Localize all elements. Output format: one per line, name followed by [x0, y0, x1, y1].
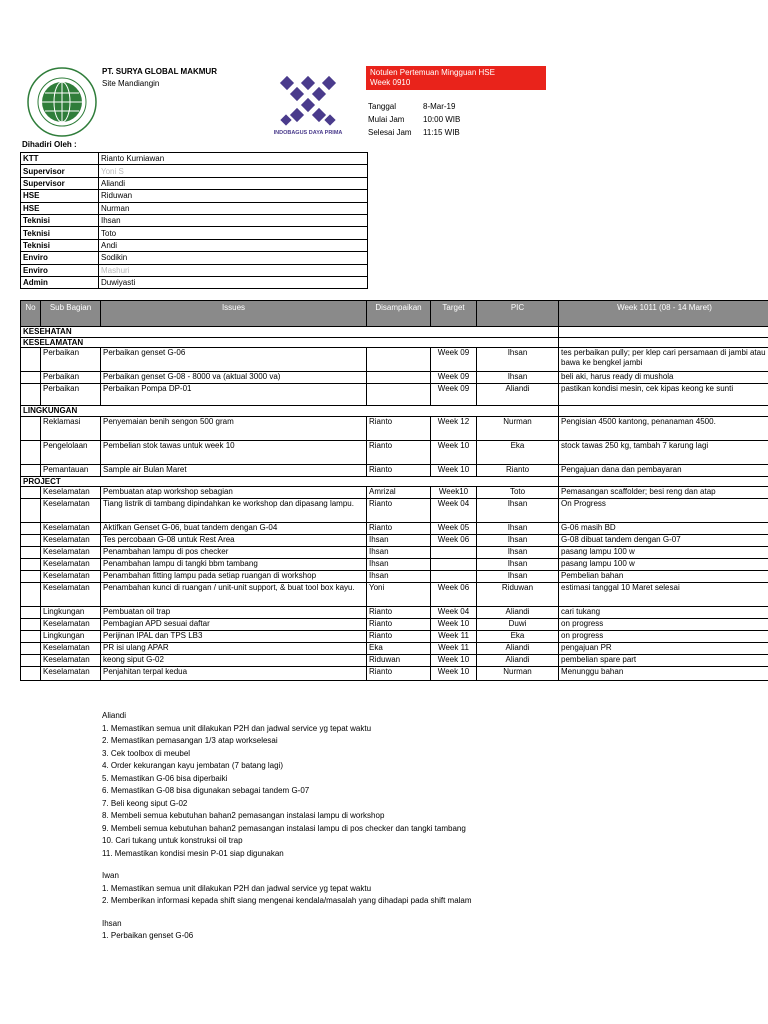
- cell-issue: Penambahan lampu di tangki bbm tambang: [101, 559, 367, 571]
- company-logo: [26, 66, 98, 138]
- cell-by: Rianto: [367, 440, 431, 464]
- cell-by: Rianto: [367, 667, 431, 681]
- col-by: Disampaikan: [367, 301, 431, 327]
- cell-status: Pengisian 4500 kantong, penanaman 4500.: [559, 416, 768, 440]
- issue-row: [21, 583, 768, 607]
- cell-no: [21, 348, 41, 372]
- cell-status: pasang lampu 100 w: [559, 559, 768, 571]
- cell-issue: keong siput G-02: [101, 655, 367, 667]
- cell-by: Riduwan: [367, 655, 431, 667]
- notes-person: Ihsan: [102, 918, 122, 928]
- cell-by: [367, 384, 431, 406]
- attendance-name: Sodikin: [99, 252, 368, 264]
- cell-issue: Penambahan fitting lampu pada setiap ruangan di workshop: [101, 571, 367, 583]
- cell-status: G-08 dibuat tandem dengan G-07: [559, 535, 768, 547]
- attendance-name: Rianto Kurniawan: [99, 153, 368, 165]
- cell-issue: Perbaikan genset G-08 - 8000 va (aktual 3000 va): [101, 372, 367, 384]
- cell-status: on progress: [559, 631, 768, 643]
- cell-sub: Perbaikan: [41, 384, 101, 406]
- attendance-name: Ihsan: [99, 214, 368, 226]
- cell-target: Week 06: [431, 583, 477, 607]
- cell-issue: Sample air Bulan Maret: [101, 464, 367, 476]
- cell-status: G-06 masih BD: [559, 523, 768, 535]
- attendance-role: Admin: [21, 276, 99, 288]
- cell-issue: Penyemaian benih sengon 500 gram: [101, 416, 367, 440]
- cell-issue: Aktifkan Genset G-06, buat tandem dengan G-04: [101, 523, 367, 535]
- cell-target: Week 10: [431, 464, 477, 476]
- issue-row: [21, 464, 768, 476]
- attendance-name: Yoni S: [99, 165, 368, 177]
- cell-status: pembelian spare part: [559, 655, 768, 667]
- meta-end: Selesai Jam 11:15 WIB: [368, 128, 460, 137]
- cell-pic: Aliandi: [477, 607, 559, 619]
- cell-by: Rianto: [367, 464, 431, 476]
- indobagus-logo: [272, 72, 344, 142]
- attendance-row: [21, 252, 368, 264]
- attendance-role: HSE: [21, 190, 99, 202]
- cell-by: Ihsan: [367, 535, 431, 547]
- company-name: PT. SURYA GLOBAL MAKMUR: [102, 67, 217, 76]
- attendance-role: Teknisi: [21, 227, 99, 239]
- cell-issue: Tes percobaan G-08 untuk Rest Area: [101, 535, 367, 547]
- cell-issue: Perbaikan Pompa DP-01: [101, 384, 367, 406]
- cell-no: [21, 559, 41, 571]
- section-row-lingkungan: [21, 406, 768, 417]
- cell-sub: Keselamatan: [41, 535, 101, 547]
- cell-no: [21, 667, 41, 681]
- cell-no: [21, 487, 41, 499]
- cell-pic: Eka: [477, 440, 559, 464]
- cell-by: [367, 348, 431, 372]
- col-no: No: [21, 301, 41, 327]
- cell-no: [21, 571, 41, 583]
- cell-pic: Aliandi: [477, 655, 559, 667]
- notes-item: 1. Memastikan semua unit dilakukan P2H dan jadwal service yg tepat waktu: [102, 883, 372, 893]
- cell-status: Menunggu bahan: [559, 667, 768, 681]
- attendance-name: Duwiyasti: [99, 276, 368, 288]
- attendance-name: Andi: [99, 239, 368, 251]
- cell-issue: Tiang listrik di tambang dipindahkan ke workshop dan dipasang lampu.: [101, 499, 367, 523]
- attendance-name: Mashuri: [99, 264, 368, 276]
- cell-no: [21, 464, 41, 476]
- cell-status: On Progress: [559, 499, 768, 523]
- cell-issue: Pembuatan oil trap: [101, 607, 367, 619]
- attendance-row: [21, 190, 368, 202]
- cell-pic: Aliandi: [477, 384, 559, 406]
- cell-issue: Penambahan lampu di pos checker: [101, 547, 367, 559]
- issue-row: [21, 499, 768, 523]
- cell-by: Ihsan: [367, 559, 431, 571]
- issues-table: [20, 300, 768, 681]
- cell-issue: Perijinan IPAL dan TPS LB3: [101, 631, 367, 643]
- notulen-title-box: [366, 66, 546, 90]
- cell-sub: Perbaikan: [41, 372, 101, 384]
- section-row-project: [21, 476, 768, 487]
- issue-row: [21, 643, 768, 655]
- cell-no: [21, 631, 41, 643]
- attendance-role: Enviro: [21, 264, 99, 276]
- issue-row: [21, 607, 768, 619]
- cell-pic: Toto: [477, 487, 559, 499]
- attendance-role: HSE: [21, 202, 99, 214]
- cell-sub: Lingkungan: [41, 607, 101, 619]
- cell-sub: Keselamatan: [41, 523, 101, 535]
- cell-sub: Keselamatan: [41, 655, 101, 667]
- col-sub: Sub Bagian: [41, 301, 101, 327]
- cell-target: Week 09: [431, 384, 477, 406]
- cell-pic: Ihsan: [477, 547, 559, 559]
- notes-item: 2. Memberikan informasi kepada shift siang mengenai kendala/masalah yang dihadapi pada shift malam: [102, 896, 472, 905]
- notes-item: 3. Cek toolbox di meubel: [102, 748, 191, 758]
- cell-pic: Ihsan: [477, 372, 559, 384]
- cell-issue: Penjahitan terpal kedua: [101, 667, 367, 681]
- cell-sub: Keselamatan: [41, 487, 101, 499]
- attendance-role: Teknisi: [21, 214, 99, 226]
- meta-date: Tanggal 8-Mar-19: [368, 102, 456, 111]
- attendance-role: KTT: [21, 153, 99, 165]
- cell-status: tes perbaikan pully; per klep cari persamaan di jambi atau bawa ke bengkel jambi: [559, 348, 768, 372]
- col-week: Week 1011 (08 - 14 Maret): [559, 301, 768, 327]
- issue-row: [21, 372, 768, 384]
- issues-header-row: [21, 301, 768, 327]
- attendance-row: [21, 153, 368, 165]
- cell-by: Rianto: [367, 523, 431, 535]
- notes-item: 2. Memastikan pemasangan 1/3 atap workselesai: [102, 736, 278, 745]
- cell-by: Amrizal: [367, 487, 431, 499]
- cell-status: cari tukang: [559, 607, 768, 619]
- cell-target: Week10: [431, 487, 477, 499]
- section-blank: [559, 406, 768, 417]
- cell-target: Week 06: [431, 535, 477, 547]
- attendance-row: [21, 276, 368, 288]
- cell-target: Week 04: [431, 607, 477, 619]
- cell-issue: Perbaikan genset G-06: [101, 348, 367, 372]
- notes-item: 11. Memastikan kondisi mesin P-01 siap digunakan: [102, 848, 284, 858]
- cell-target: Week 11: [431, 631, 477, 643]
- issue-row: [21, 571, 768, 583]
- cell-pic: Duwi: [477, 619, 559, 631]
- attendance-role: Supervisor: [21, 177, 99, 189]
- issue-row: [21, 619, 768, 631]
- cell-status: estimasi tanggal 10 Maret selesai: [559, 583, 768, 607]
- cell-status: on progress: [559, 619, 768, 631]
- notes-block: [102, 918, 472, 943]
- cell-target: [431, 571, 477, 583]
- cell-sub: Keselamatan: [41, 583, 101, 607]
- cell-target: [431, 547, 477, 559]
- cell-pic: Ihsan: [477, 571, 559, 583]
- issue-row: [21, 348, 768, 372]
- cell-status: Pembelian bahan: [559, 571, 768, 583]
- cell-sub: Perbaikan: [41, 348, 101, 372]
- issue-row: [21, 384, 768, 406]
- cell-sub: Keselamatan: [41, 559, 101, 571]
- cell-target: Week 09: [431, 348, 477, 372]
- section-row-keselamatan: [21, 337, 768, 348]
- attendance-row: [21, 227, 368, 239]
- attendance-row: [21, 202, 368, 214]
- notes-person: Iwan: [102, 871, 119, 880]
- cell-no: [21, 619, 41, 631]
- cell-issue: Penambahan kunci di ruangan / unit-unit support, & buat tool box kayu.: [101, 583, 367, 607]
- notes-block: [102, 870, 472, 908]
- cell-target: Week 10: [431, 667, 477, 681]
- cell-target: Week 04: [431, 499, 477, 523]
- cell-sub: Pengelolaan: [41, 440, 101, 464]
- issue-row: [21, 547, 768, 559]
- notes-item: 10. Cari tukang untuk konstruksi oil trap: [102, 836, 243, 845]
- cell-status: pengajuan PR: [559, 643, 768, 655]
- issue-row: [21, 535, 768, 547]
- issue-row: [21, 440, 768, 464]
- attendance-row: [21, 177, 368, 189]
- issue-row: [21, 655, 768, 667]
- cell-by: [367, 372, 431, 384]
- section-label: LINGKUNGAN: [21, 406, 559, 417]
- cell-pic: Rianto: [477, 464, 559, 476]
- action-notes: [102, 710, 472, 953]
- cell-no: [21, 655, 41, 667]
- cell-target: Week 10: [431, 619, 477, 631]
- attendance-role: Enviro: [21, 252, 99, 264]
- cell-target: [431, 559, 477, 571]
- notes-block: [102, 710, 472, 860]
- section-label: PROJECT: [21, 476, 559, 487]
- cell-sub: Keselamatan: [41, 619, 101, 631]
- cell-no: [21, 643, 41, 655]
- section-row-kesehatan: [21, 327, 768, 338]
- cell-pic: Nurman: [477, 667, 559, 681]
- attendance-role: Teknisi: [21, 239, 99, 251]
- cell-sub: Keselamatan: [41, 643, 101, 655]
- cell-by: Ihsan: [367, 571, 431, 583]
- cell-by: Rianto: [367, 619, 431, 631]
- cell-no: [21, 384, 41, 406]
- cell-status: stock tawas 250 kg, tambah 7 karung lagi: [559, 440, 768, 464]
- cell-by: Ihsan: [367, 547, 431, 559]
- section-blank: [559, 327, 768, 338]
- cell-target: Week 12: [431, 416, 477, 440]
- notes-person: Aliandi: [102, 711, 127, 720]
- attendance-name: Nurman: [99, 202, 368, 214]
- cell-issue: PR isi ulang APAR: [101, 643, 367, 655]
- issue-row: [21, 631, 768, 643]
- cell-target: Week 05: [431, 523, 477, 535]
- attendance-row: [21, 264, 368, 276]
- cell-by: Rianto: [367, 499, 431, 523]
- issue-row: [21, 667, 768, 681]
- cell-by: Yoni: [367, 583, 431, 607]
- attendance-row: [21, 214, 368, 226]
- issue-row: [21, 559, 768, 571]
- notes-item: 4. Order kekurangan kayu jembatan (7 batang lagi): [102, 761, 283, 770]
- col-issues: Issues: [101, 301, 367, 327]
- cell-sub: Reklamasi: [41, 416, 101, 440]
- cell-target: Week 10: [431, 655, 477, 667]
- notes-item: 7. Beli keong siput G-02: [102, 798, 188, 808]
- attendance-name: Aliandi: [99, 177, 368, 189]
- cell-no: [21, 607, 41, 619]
- cell-sub: Keselamatan: [41, 571, 101, 583]
- cell-no: [21, 440, 41, 464]
- section-blank: [559, 476, 768, 487]
- issue-row: [21, 523, 768, 535]
- cell-status: pastikan kondisi mesin, cek kipas keong ke sunti: [559, 384, 768, 406]
- attendance-name: Riduwan: [99, 190, 368, 202]
- notes-item: 1. Memastikan semua unit dilakukan P2H dan jadwal service yg tepat waktu: [102, 723, 372, 733]
- cell-pic: Nurman: [477, 416, 559, 440]
- cell-pic: Ihsan: [477, 535, 559, 547]
- cell-pic: Ihsan: [477, 348, 559, 372]
- notes-item: 6. Memastikan G-08 bisa digunakan sebagai tandem G-07: [102, 786, 310, 795]
- notulen-week: Week 0910: [370, 78, 411, 87]
- attendance-row: [21, 239, 368, 251]
- cell-pic: Aliandi: [477, 643, 559, 655]
- cell-sub: Keselamatan: [41, 547, 101, 559]
- attendance-row: [21, 165, 368, 177]
- cell-issue: Pembuatan atap workshop sebagian: [101, 487, 367, 499]
- cell-target: Week 11: [431, 643, 477, 655]
- section-label: KESEHATAN: [21, 327, 559, 338]
- cell-sub: Pemantauan: [41, 464, 101, 476]
- cell-pic: Ihsan: [477, 559, 559, 571]
- meta-start: Mulai Jam 10:00 WIB: [368, 115, 461, 124]
- cell-no: [21, 547, 41, 559]
- cell-pic: Ihsan: [477, 523, 559, 535]
- issue-row: [21, 416, 768, 440]
- attendance-name: Toto: [99, 227, 368, 239]
- cell-no: [21, 535, 41, 547]
- issue-row: [21, 487, 768, 499]
- cell-status: beli aki, harus ready di mushola: [559, 372, 768, 384]
- cell-status: Pengajuan dana dan pembayaran: [559, 464, 768, 476]
- cell-no: [21, 499, 41, 523]
- cell-issue: Pembagian APD sesuai daftar: [101, 619, 367, 631]
- attendance-title: Dihadiri Oleh :: [22, 140, 77, 149]
- cell-pic: Riduwan: [477, 583, 559, 607]
- cell-no: [21, 372, 41, 384]
- cell-status: pasang lampu 100 w: [559, 547, 768, 559]
- section-label: KESELAMATAN: [21, 337, 559, 348]
- cell-no: [21, 523, 41, 535]
- cell-by: Rianto: [367, 416, 431, 440]
- cell-pic: Ihsan: [477, 499, 559, 523]
- cell-sub: Keselamatan: [41, 667, 101, 681]
- cell-target: Week 10: [431, 440, 477, 464]
- cell-status: Pemasangan scaffolder; besi reng dan atap: [559, 487, 768, 499]
- notes-item: 8. Membeli semua kebutuhan bahan2 pemasangan instalasi lampu di workshop: [102, 811, 385, 820]
- meeting-meta: [368, 100, 460, 139]
- notes-item: 5. Memastikan G-06 bisa diperbaiki: [102, 773, 228, 783]
- notulen-title: Notulen Pertemuan Mingguan HSE: [370, 68, 495, 77]
- indobagus-caption: INDOBAGUS DAYA PRIMA: [273, 130, 343, 136]
- cell-by: Rianto: [367, 631, 431, 643]
- cell-sub: Keselamatan: [41, 499, 101, 523]
- cell-no: [21, 583, 41, 607]
- attendance-role: Supervisor: [21, 165, 99, 177]
- col-target: Target: [431, 301, 477, 327]
- site-name: Site Mandiangin: [102, 79, 160, 88]
- cell-issue: Pembelian stok tawas untuk week 10: [101, 440, 367, 464]
- cell-target: Week 09: [431, 372, 477, 384]
- notes-item: 9. Membeli semua kebutuhan bahan2 pemasangan instalasi lampu di pos checker dan tangki tambang: [102, 823, 466, 833]
- cell-by: Eka: [367, 643, 431, 655]
- section-blank: [559, 337, 768, 348]
- cell-sub: Lingkungan: [41, 631, 101, 643]
- col-pic: PIC: [477, 301, 559, 327]
- attendance-table: [20, 152, 368, 289]
- cell-no: [21, 416, 41, 440]
- cell-by: Rianto: [367, 607, 431, 619]
- notes-item: 1. Perbaikan genset G-06: [102, 931, 194, 940]
- cell-pic: Eka: [477, 631, 559, 643]
